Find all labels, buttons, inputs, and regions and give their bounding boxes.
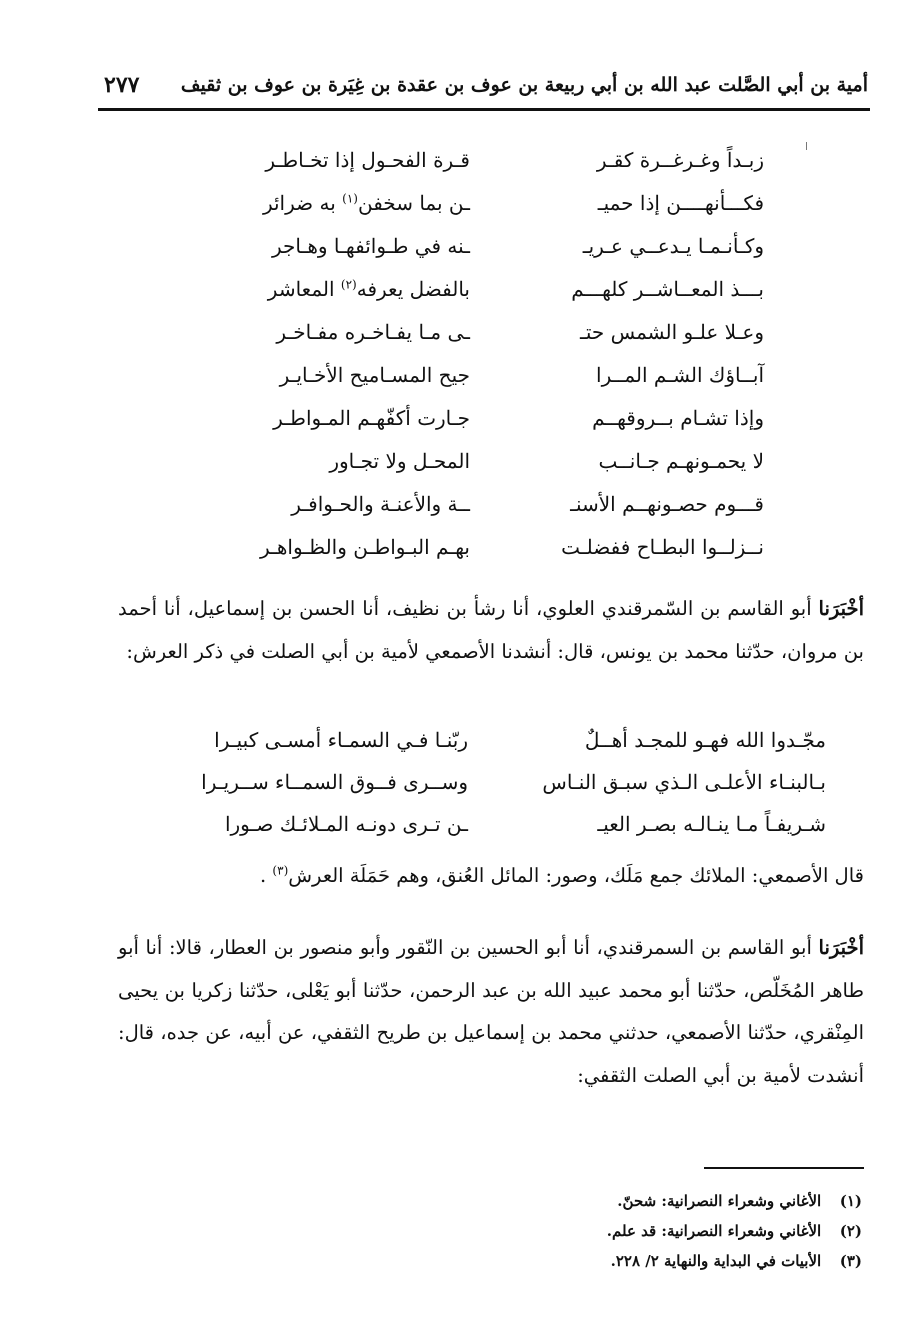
- footnote-item: [102, 1246, 862, 1276]
- verse-second-hemistich: جـارت أكفّهـم المـواطـر: [273, 406, 470, 430]
- page-number: ٢٧٧: [104, 72, 140, 98]
- akhbarana-lead: أخْبَرَنا: [818, 936, 864, 959]
- verse-line: [232, 269, 764, 312]
- header-rule: [98, 108, 870, 111]
- note-text: قال الأصمعي: الملائك جمع مَلَك، وصور: المائل العُنق، وهم حَمَلَة العرش: [288, 864, 864, 887]
- verse-line: [176, 720, 826, 762]
- verse-text: به ضرائر: [262, 191, 343, 215]
- verse-second-hemistich: بهـم البـواطـن والظـواهـر: [259, 535, 470, 559]
- verse-first-hemistich: مجّـدوا الله فهـو للمجـد أهــلٌ: [584, 728, 826, 752]
- verse-text: المعاشر: [267, 277, 341, 301]
- verse-first-hemistich: بـــذ المعــاشــر كلهـــم: [571, 277, 764, 301]
- footnote-number: (٣): [839, 1252, 862, 1270]
- running-header: [104, 68, 868, 108]
- verse-first-hemistich: شـريفـاً مـا ينـالـه بصـر العيـ: [597, 812, 826, 836]
- footnote-item: [102, 1216, 862, 1246]
- verse-line: [232, 398, 764, 441]
- verse-text: ـن بما سخفن: [357, 191, 470, 215]
- verse-line: [232, 312, 764, 355]
- verse-line: [232, 355, 764, 398]
- footnote-ref[interactable]: (٢): [340, 277, 357, 292]
- poem-block-1: [232, 140, 764, 570]
- verse-second-hemistich: [232, 277, 470, 301]
- akhbarana-lead: أخْبَرَنا: [818, 597, 864, 620]
- isnad-paragraph-1: [118, 588, 864, 673]
- footnote-text: الأغاني وشعراء النصرانية: شحنّ.: [617, 1192, 822, 1210]
- verse-second-hemistich: جيح المسـاميح الأخـايـر: [279, 363, 470, 387]
- verse-first-hemistich: وكـأنـمـا يـدعــي عـريـ: [582, 234, 764, 258]
- verse-second-hemistich: ـنه في طـوائفهـا وهـاجر: [272, 234, 470, 258]
- footnotes: [102, 1186, 862, 1276]
- footnote-item: [102, 1186, 862, 1216]
- verse-first-hemistich: بـالبنـاء الأعلـى الـذي سبـق النـاس: [542, 770, 826, 794]
- verse-second-hemistich: المحـل ولا تجـاور: [329, 449, 470, 473]
- verse-second-hemistich: ـى مـا يفـاخـره مفـاخـر: [276, 320, 470, 344]
- verse-second-hemistich: ــة والأعنـة والحـوافـر: [291, 492, 470, 516]
- note-end: .: [260, 864, 273, 887]
- margin-mark: [806, 142, 807, 150]
- poem-block-2: [176, 720, 826, 846]
- verse-second-hemistich: وســرى فــوق السمــاء ســريـرا: [201, 770, 468, 794]
- verse-first-hemistich: نــزلــوا البطـاح ففضلـت: [561, 535, 764, 559]
- verse-first-hemistich: فكـــأنهــــن إذا حميـ: [597, 191, 764, 215]
- verse-first-hemistich: وعـلا علـو الشمس حتـ: [579, 320, 764, 344]
- verse-line: [176, 762, 826, 804]
- verse-text: بالفضل يعرفه: [356, 277, 470, 301]
- verse-first-hemistich: لا يحمـونهـم جـانــب: [598, 449, 764, 473]
- verse-first-hemistich: قـــوم حصـونهــم الأسنـ: [570, 492, 764, 516]
- asmai-note: [118, 856, 864, 896]
- verse-line: [232, 226, 764, 269]
- footnote-ref[interactable]: (٣): [272, 863, 289, 878]
- footnote-text: الأبيات في البداية والنهاية ٢/ ٢٢٨.: [610, 1252, 822, 1270]
- footnote-text: الأغاني وشعراء النصرانية: قد علم.: [606, 1222, 822, 1240]
- verse-second-hemistich: ـن تـرى دونـه المـلائـك صـورا: [224, 812, 468, 836]
- verse-first-hemistich: آبــاؤك الشـم المــرا: [596, 363, 764, 387]
- paragraph-text: أبو القاسم بن السمرقندي، أنا أبو الحسين بن النّقور وأبو منصور بن العطار، قالا: أنا أبو طاهر المُخَلّص، حدّثنا أبو محمد عبيد الله بن عبد الرحمن، حدّثنا أبو يَعْلى، حدّثنا زكريا بن يحيى المِنْقري، حدّثنا الأصمعي، حدثني محمد بن إسماعيل بن طريح الثقفي، عن أبيه، عن جده، قال: أنشدت لأمية بن أبي الصلت الثقفي:: [118, 936, 864, 1087]
- isnad-paragraph-2: [118, 927, 864, 1097]
- verse-line: [232, 183, 764, 226]
- verse-second-hemistich: ربّنـا فـي السمـاء أمسـى كبيـرا: [214, 728, 468, 752]
- verse-line: [232, 140, 764, 183]
- verse-line: [176, 804, 826, 846]
- footnote-number: (١): [839, 1192, 862, 1210]
- footnote-ref[interactable]: (١): [342, 191, 358, 206]
- verse-line: [232, 527, 764, 570]
- paragraph-text: أبو القاسم بن السّمرقندي العلوي، أنا رشأ بن نظيف، أنا الحسن بن إسماعيل، أنا أحمد بن مروان، حدّثنا محمد بن يونس، قال: أنشدنا الأصمعي لأمية بن أبي الصلت في ذكر العرش:: [118, 597, 864, 663]
- footnote-rule: [704, 1167, 864, 1169]
- verse-line: [232, 484, 764, 527]
- verse-line: [232, 441, 764, 484]
- verse-first-hemistich: زبـداً وغـرغــرة كقـر: [596, 148, 764, 172]
- header-title: أمية بن أبي الصَّلت عبد الله بن أبي ربيعة بن عوف بن عقدة بن غِيَرة بن عوف بن ثقيف: [180, 74, 868, 96]
- verse-second-hemistich: قـرة الفحـول إذا تخـاطـر: [265, 148, 470, 172]
- verse-first-hemistich: وإذا تشـام بــروقهــم: [592, 406, 764, 430]
- footnote-number: (٢): [839, 1222, 862, 1240]
- verse-second-hemistich: [232, 191, 470, 215]
